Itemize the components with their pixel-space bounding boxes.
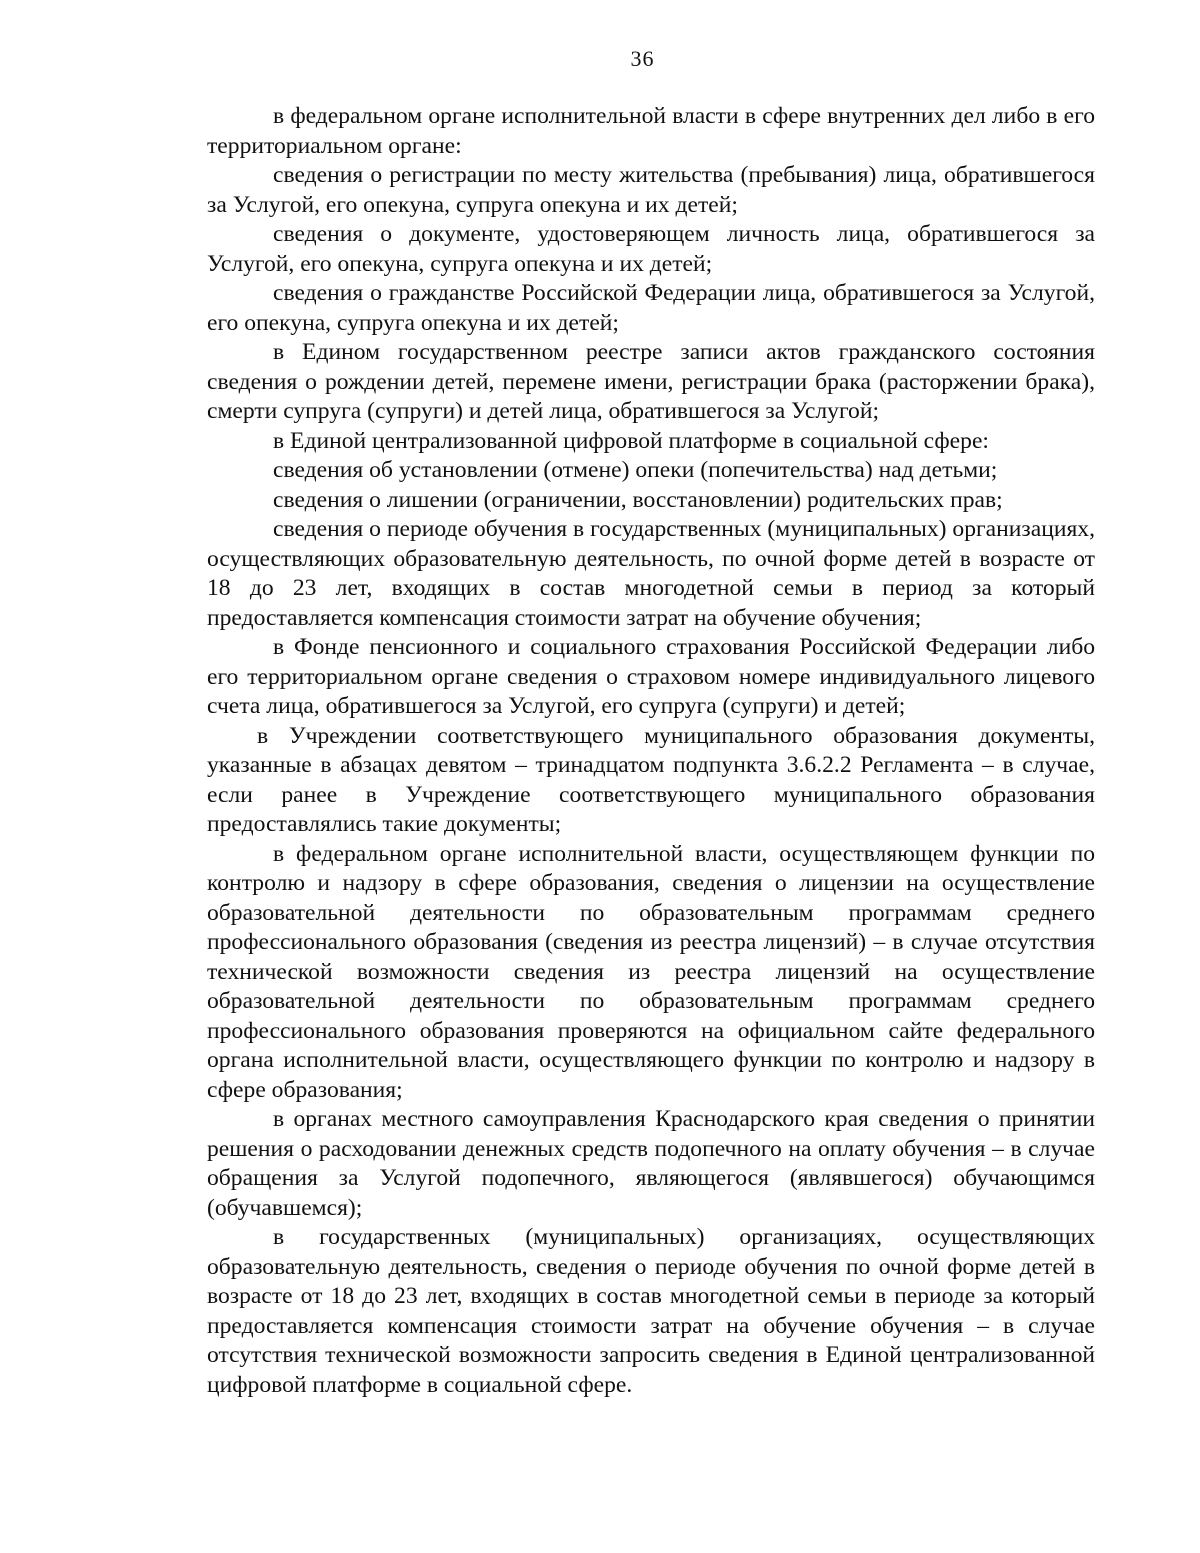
paragraph-guardianship: сведения об установлении (отмене) опеки (попечительства) над детьми; [273, 457, 998, 483]
paragraph-identity-document: сведения о документе, удостоверяющем личность лица, обратившегося за Услугой, его опекуна, супруга опекуна и их детей; [207, 221, 1095, 277]
document-body [207, 102, 1095, 1400]
paragraph-study-period: сведения о периоде обучения в государственных (муниципальных) организациях, осуществляющих образовательную деятельность, по очной форме детей в возрасте от 18 до 23 лет, входящих в состав многодетной семьи в период за который предоставляется компенсация стоимости затрат на обучение обучения; [207, 516, 1095, 631]
paragraph-education-license: в федеральном органе исполнительной власти, осуществляющем функции по контролю и надзору в сфере образования, сведения о лицензии на осуществление образовательной деятельности по образовательным программам среднего профессионального образования (сведения из реестра лицензий) – в случае отсутствия технической возможности сведения из реестра лицензий на осуществление образовательной деятельности по образовательным программам среднего профессионального образования проверяются на официальном сайте федерального органа исполнительной власти, осуществляющего функции по контролю и надзору в сфере образования; [207, 840, 1095, 1103]
paragraph-pension-fund: в Фонде пенсионного и социального страхования Российской Федерации либо его территориальном органе сведения о страховом номере индивидуального лицевого счета лица, обратившегося за Услугой, его супруга (супруги) и детей; [207, 634, 1095, 719]
paragraph-civil-registry: в Едином государственном реестре записи актов гражданского состояния сведения о рождении детей, перемене имени, регистрации брака (расторжении брака), смерти супруга (супруги) и детей лица, обратившегося за Услугой; [207, 339, 1095, 424]
paragraph-educational-organizations: в государственных (муниципальных) организациях, осуществляющих образовательную деятельность, сведения о периоде обучения по очной форме детей в возрасте от 18 до 23 лет, входящих в состав многодетной семьи в периоде за который предоставляется компенсация стоимости затрат на обучение обучения – в случае отсутствия технической возможности запросить сведения в Единой централизованной цифровой платформе в социальной сфере. [207, 1224, 1095, 1398]
paragraph-registration-info: сведения о регистрации по месту жительства (пребывания) лица, обратившегося за Услугой, его опекуна, супруга опекуна и их детей; [207, 162, 1095, 218]
paragraph-interior-ministry: в федеральном органе исполнительной власти в сфере внутренних дел либо в его территориальном органе: [207, 103, 1095, 159]
paragraph-citizenship: сведения о гражданстве Российской Федерации лица, обратившегося за Услугой, его опекуна, супруга опекуна и их детей; [207, 280, 1095, 336]
paragraph-local-government: в органах местного самоуправления Краснодарского края сведения о принятии решения о расходовании денежных средств подопечного на оплату обучения – в случае обращения за Услугой подопечного, являющегося (являвшегося) обучающимся (обучавшемся); [207, 1106, 1095, 1221]
paragraph-digital-platform: в Единой централизованной цифровой платформе в социальной сфере: [273, 427, 989, 454]
paragraph-parental-rights: сведения о лишении (ограничении, восстановлении) родительских прав; [273, 486, 1003, 513]
paragraph-municipal-institution: в Учреждении соответствующего муниципального образования документы, указанные в абзацах девятом – тринадцатом подпункта 3.6.2.2 Регламента – в случае, если ранее в Учреждение соответствующего муниципального образования предоставлялись такие документы; [207, 722, 1095, 837]
page-number: 36 [630, 46, 655, 71]
